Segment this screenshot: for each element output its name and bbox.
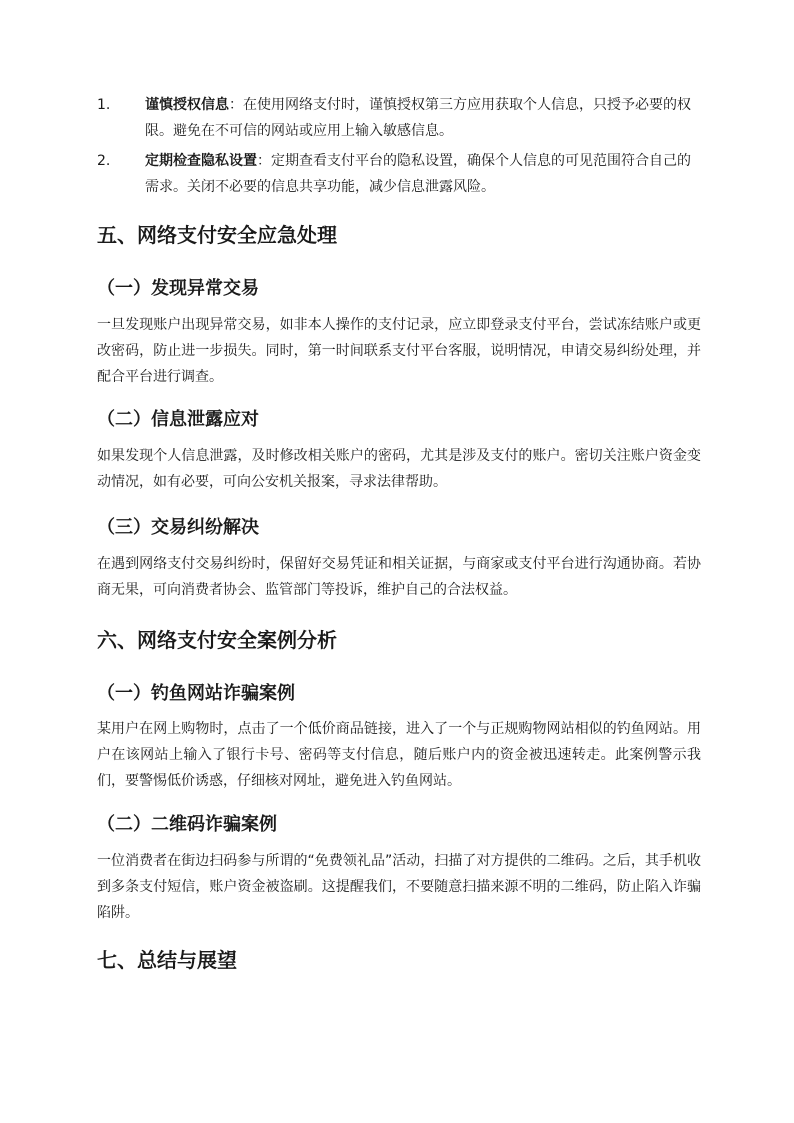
section-heading-7: 七、总结与展望 [97,948,237,972]
subsection-heading: （二）二维码诈骗案例 [97,814,277,835]
list-item-text: ：在使用网络支付时，谨慎授权第三方应用获取个人信息，只授予必要的权限。避免在不可信的网站或应用上输入敏感信息。 [145,97,691,139]
list-number: 2. [97,153,111,169]
paragraph: 某用户在网上购物时，点击了一个低价商品链接，进入了一个与正规购物网站相似的钓鱼网站。用户在该网站上输入了银行卡号、密码等支付信息，随后账户内的资金被迅速转走。此案例警示我们，要警惕低价诱惑，仔细核对网址，避免进入钓鱼网站。 [97,721,701,789]
list-item-body [145,148,701,200]
section-heading-6: 六、网络支付安全案例分析 [97,628,337,652]
subsection-heading: （一）钓鱼网站诈骗案例 [97,683,295,704]
section-heading-5: 五、网络支付安全应急处理 [97,223,337,247]
paragraph: 一旦发现账户出现异常交易，如非本人操作的支付记录，应立即登录支付平台，尝试冻结账户或更改密码，防止进一步损失。同时，第一时间联系支付平台客服，说明情况，申请交易纠纷处理，并配合平台进行调查。 [97,317,701,385]
list-item-term: 谨慎授权信息 [145,97,229,113]
list-number: 1. [97,97,111,113]
paragraph: 在遇到网络支付交易纠纷时，保留好交易凭证和相关证据，与商家或支付平台进行沟通协商。若协商无果，可向消费者协会、监管部门等投诉，维护自己的合法权益。 [97,556,701,598]
list-item-term: 定期检查隐私设置 [145,153,257,169]
paragraph: 如果发现个人信息泄露，及时修改相关账户的密码，尤其是涉及支付的账户。密切关注账户资金变动情况，如有必要，可向公安机关报案，寻求法律帮助。 [97,448,701,490]
tips-list [0,92,794,204]
list-item [0,92,794,144]
list-item-text: ：定期查看支付平台的隐私设置，确保个人信息的可见范围符合自己的需求。关闭不必要的信息共享功能，减少信息泄露风险。 [145,153,691,195]
subsection-heading: （二）信息泄露应对 [97,409,259,430]
list-item [0,148,794,200]
list-item-body [145,92,701,144]
subsection-heading: （一）发现异常交易 [97,278,259,299]
paragraph: 一位消费者在街边扫码参与所谓的“免费领礼品”活动，扫描了对方提供的二维码。之后，其手机收到多条支付短信，账户资金被盗刷。这提醒我们，不要随意扫描来源不明的二维码，防止陷入诈骗陷阱。 [97,853,701,921]
subsection-heading: （三）交易纠纷解决 [97,517,259,538]
